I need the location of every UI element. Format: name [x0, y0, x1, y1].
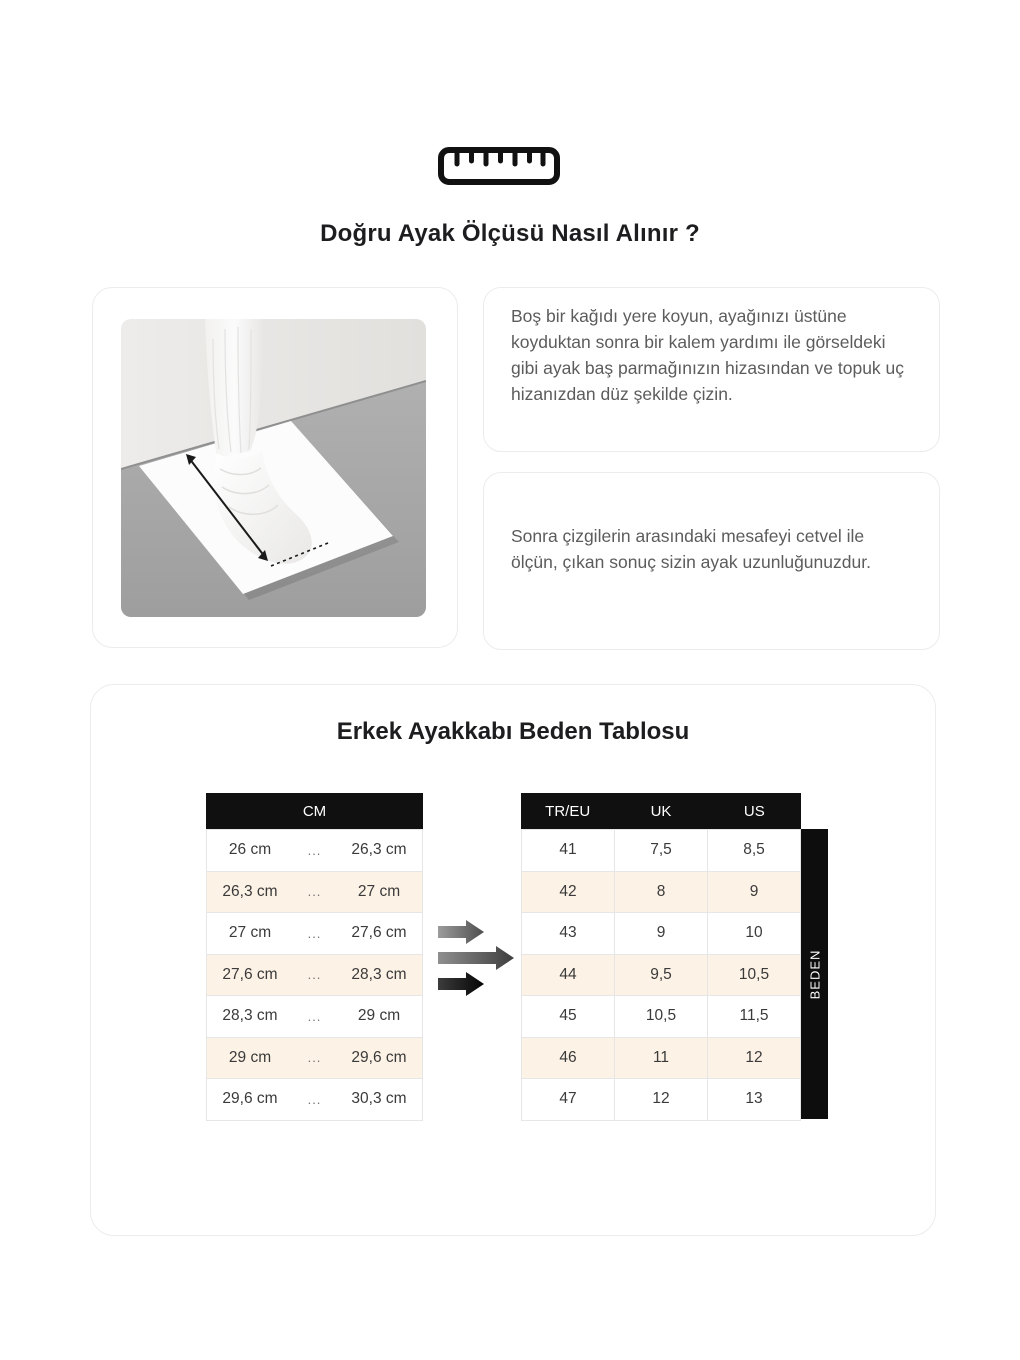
cm-to: 26,3 cm — [351, 841, 407, 859]
cm-to: 29,6 cm — [351, 1048, 407, 1066]
size-table — [521, 793, 801, 1121]
cm-separator: ... — [307, 1008, 322, 1024]
cm-table-row — [206, 955, 423, 997]
size-us: 8,5 — [743, 841, 765, 859]
size-uk: 9,5 — [615, 955, 708, 996]
cm-separator: ... — [307, 967, 322, 983]
size-tr-eu: 46 — [522, 1038, 615, 1079]
cm-from: 29,6 cm — [222, 1090, 278, 1108]
size-us: 13 — [745, 1090, 763, 1108]
cm-separator: ... — [307, 925, 322, 941]
size-chart-card — [90, 684, 936, 1236]
size-tr-eu: 47 — [522, 1079, 615, 1120]
instruction-step1-text: Boş bir kağıdı yere koyun, ayağınızı üstüne koyduktan sonra bir kalem yardımı ile görseldeki gibi ayak baş parmağınızın hizasından ve topuk uç hizanızdan düz şekilde çizin. — [511, 306, 905, 404]
size-uk: 7,5 — [615, 830, 708, 871]
size-tr-eu: 42 — [522, 872, 615, 913]
beden-side-label: BEDEN — [807, 949, 823, 999]
cm-separator: ... — [307, 1091, 322, 1107]
cm-from: 28,3 cm — [222, 1007, 278, 1025]
size-us: 9 — [749, 882, 759, 900]
cm-to: 28,3 cm — [351, 965, 407, 983]
cm-table-row — [206, 913, 423, 955]
size-table-row — [521, 1079, 801, 1121]
convert-arrows-icon — [436, 919, 520, 997]
size-tr-eu: 45 — [522, 996, 615, 1037]
cm-from: 26 cm — [228, 841, 272, 859]
cm-from: 26,3 cm — [222, 882, 278, 900]
size-uk: 9 — [615, 913, 708, 954]
cm-table-row — [206, 996, 423, 1038]
size-table-header-tr-eu: TR/EU — [545, 802, 591, 820]
size-tr-eu: 44 — [522, 955, 615, 996]
instruction-card-step1 — [483, 287, 940, 452]
instruction-step2-text: Sonra çizgilerin arasındaki mesafeyi cetvel ile ölçün, çıkan sonuç sizin ayak uzunluğunuzdur. — [511, 526, 871, 572]
foot-measurement-photo — [121, 319, 426, 617]
size-table-header-uk: UK — [650, 802, 672, 820]
size-us: 11,5 — [739, 1007, 769, 1025]
cm-table-header: CM — [206, 793, 423, 829]
size-tr-eu: 43 — [522, 913, 615, 954]
size-uk: 11 — [615, 1038, 708, 1079]
size-us: 10 — [745, 924, 763, 942]
size-table-row — [521, 955, 801, 997]
foot-photo-card — [92, 287, 458, 648]
beden-side-strip — [801, 829, 828, 1119]
cm-separator: ... — [307, 842, 322, 858]
size-table-row — [521, 872, 801, 914]
page-title: Doğru Ayak Ölçüsü Nasıl Alınır ? — [320, 220, 700, 247]
size-uk: 8 — [615, 872, 708, 913]
size-table-row — [521, 996, 801, 1038]
cm-to: 27,6 cm — [351, 924, 407, 942]
size-us: 10,5 — [738, 965, 770, 983]
cm-table — [206, 793, 423, 1121]
size-uk: 12 — [615, 1079, 708, 1120]
cm-table-row — [206, 830, 423, 872]
cm-to: 27 cm — [357, 882, 401, 900]
size-table-row — [521, 1038, 801, 1080]
cm-to: 29 cm — [357, 1007, 401, 1025]
size-chart-title: Erkek Ayakkabı Beden Tablosu — [336, 718, 690, 745]
ruler-icon — [437, 146, 561, 186]
size-table-row — [521, 913, 801, 955]
cm-from: 27 cm — [228, 924, 272, 942]
cm-separator: ... — [307, 1050, 322, 1066]
size-tr-eu: 41 — [522, 830, 615, 871]
size-table-header — [521, 793, 801, 829]
size-uk: 10,5 — [615, 996, 708, 1037]
instruction-card-step2 — [483, 472, 940, 650]
size-table-row — [521, 830, 801, 872]
cm-table-row — [206, 1038, 423, 1080]
size-table-header-us: US — [743, 802, 765, 820]
cm-table-row — [206, 1079, 423, 1121]
cm-separator: ... — [307, 884, 322, 900]
cm-from: 29 cm — [228, 1048, 272, 1066]
cm-from: 27,6 cm — [222, 965, 278, 983]
cm-to: 30,3 cm — [351, 1090, 407, 1108]
cm-table-row — [206, 872, 423, 914]
size-us: 12 — [745, 1048, 763, 1066]
